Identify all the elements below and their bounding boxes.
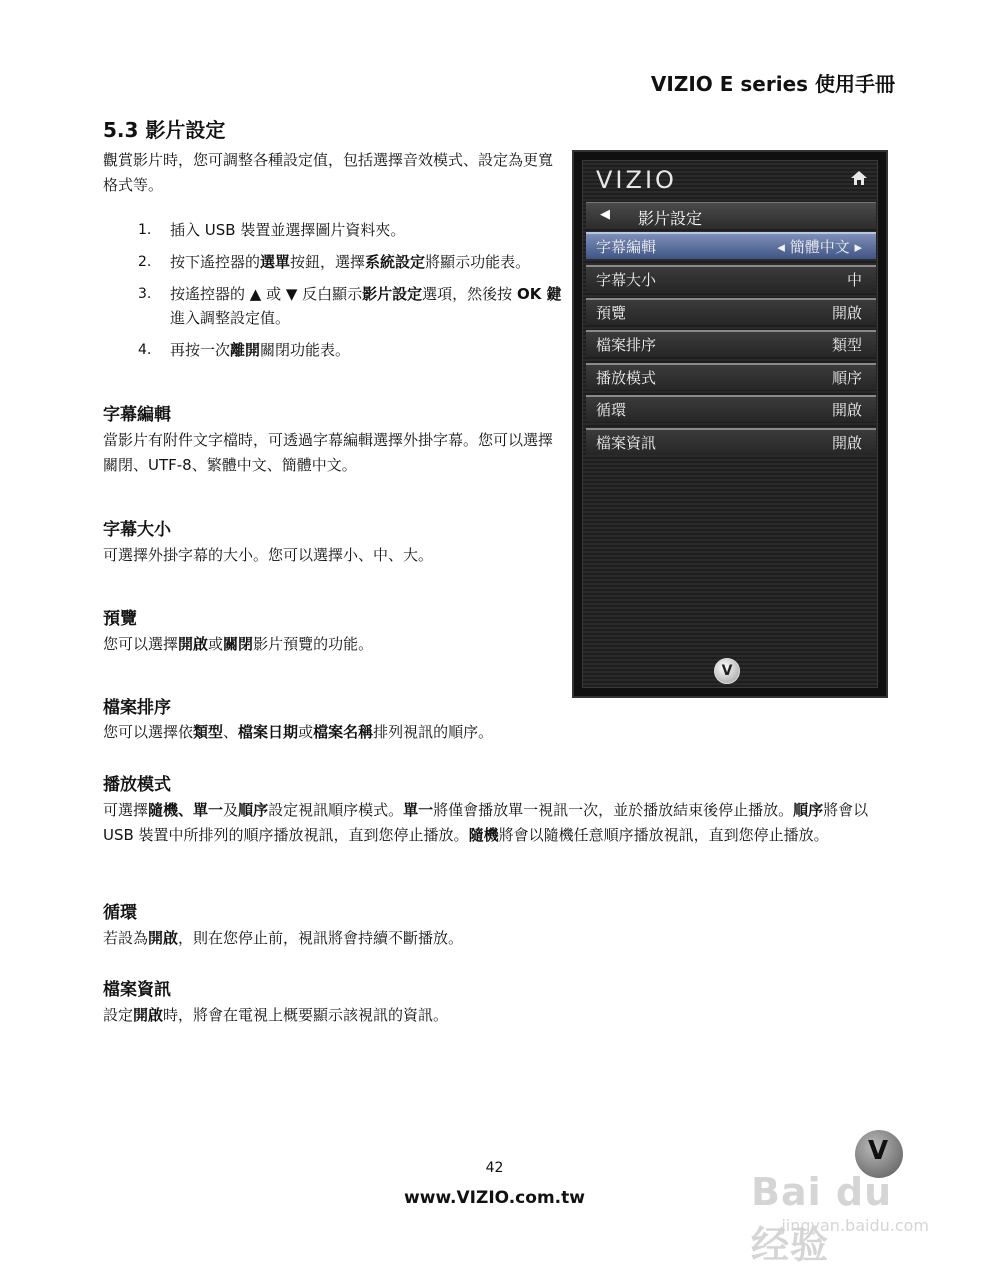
step-3: 3. 按遙控器的 ▲ 或 ▼ 反白顯示影片設定選項，然後按 OK 鍵進入調整設定值。 bbox=[138, 282, 563, 330]
heading-file-sort: 檔案排序 bbox=[103, 698, 171, 718]
header-title: VIZIO E series 使用手冊 bbox=[650, 72, 895, 96]
subtitle-size-text: 可選擇外掛字幕的大小。您可以選擇小、中、大。 bbox=[103, 546, 434, 564]
preview-text: 您可以選擇開啟或關閉影片預覽的功能。 bbox=[103, 635, 374, 653]
baidu-watermark bbox=[751, 1124, 931, 1267]
file-info-text: 設定開啟時，將會在電視上概要顯示該視訊的資訊。 bbox=[103, 1006, 449, 1024]
tv-row-file-info: 檔案資訊 開啟 bbox=[586, 428, 876, 455]
tv-row-subtitle-edit: 字幕編輯 ◂ 簡體中文 ▸ bbox=[586, 232, 876, 259]
tv-row-file-sort: 檔案排序 類型 bbox=[586, 330, 876, 357]
tv-menu-screenshot bbox=[572, 150, 888, 698]
heading-subtitle-edit: 字幕編輯 bbox=[103, 405, 171, 425]
footer-url: www.VIZIO.com.tw bbox=[404, 1188, 585, 1208]
watermark-brand: Bai du 经验 bbox=[751, 1170, 893, 1267]
heading-file-info: 檔案資訊 bbox=[103, 980, 171, 1000]
vizio-v-button-icon: V bbox=[714, 658, 740, 684]
step-number: 2. bbox=[138, 254, 152, 270]
file-sort-text: 您可以選擇依類型、檔案日期或檔案名稱排列視訊的順序。 bbox=[103, 723, 494, 741]
steps-list bbox=[138, 218, 563, 370]
step-4: 4. 再按一次離開關閉功能表。 bbox=[138, 338, 563, 362]
tv-row-subtitle-size: 字幕大小 中 bbox=[586, 265, 876, 292]
tv-row-loop: 循環 開啟 bbox=[586, 395, 876, 422]
heading-preview: 預覽 bbox=[103, 609, 137, 629]
play-mode-text: 可選擇隨機、單一及順序設定視訊順序模式。單一將僅會播放單一視訊一次，並於播放結束後停止播放。順序將會以 USB 裝置中所排列的順序播放視訊，直到您停止播放。隨機將會以隨機任意順序播放視訊，直到您停止播放。 bbox=[103, 801, 869, 844]
step-number: 1. bbox=[138, 222, 152, 238]
heading-subtitle-size: 字幕大小 bbox=[103, 520, 171, 540]
step-number: 3. bbox=[138, 286, 152, 302]
watermark-url: jingyan.baidu.com bbox=[781, 1216, 929, 1235]
section-title: 5.3 影片設定 bbox=[103, 118, 226, 142]
step-1: 1. 插入 USB 裝置並選擇圖片資料夾。 bbox=[138, 218, 563, 242]
subtitle-edit-text: 當影片有附件文字檔時，可透過字幕編輯選擇外掛字幕。您可以選擇關閉、UTF-8、繁體中文、簡體中文。 bbox=[103, 431, 554, 474]
page-number: 42 bbox=[485, 1160, 504, 1176]
step-2: 2. 按下遙控器的選單按鈕，選擇系統設定將顯示功能表。 bbox=[138, 250, 563, 274]
loop-text: 若設為開啟，則在您停止前，視訊將會持續不斷播放。 bbox=[103, 929, 464, 947]
step-number: 4. bbox=[138, 342, 152, 358]
home-icon bbox=[850, 170, 868, 190]
heading-loop: 循環 bbox=[103, 903, 137, 923]
vizio-badge-icon: V bbox=[855, 1130, 903, 1178]
vizio-logo: VIZIO bbox=[596, 166, 677, 194]
intro-paragraph: 觀賞影片時，您可調整各種設定值，包括選擇音效模式、設定為更寬格式等。 bbox=[103, 151, 554, 194]
heading-play-mode: 播放模式 bbox=[103, 775, 171, 795]
tv-submenu-title: 影片設定 bbox=[638, 209, 703, 228]
tv-row-play-mode: 播放模式 順序 bbox=[586, 363, 876, 390]
tv-row-preview: 預覽 開啟 bbox=[586, 298, 876, 325]
tv-submenu-header bbox=[586, 202, 876, 229]
back-arrow-icon: ◀ bbox=[600, 207, 610, 222]
